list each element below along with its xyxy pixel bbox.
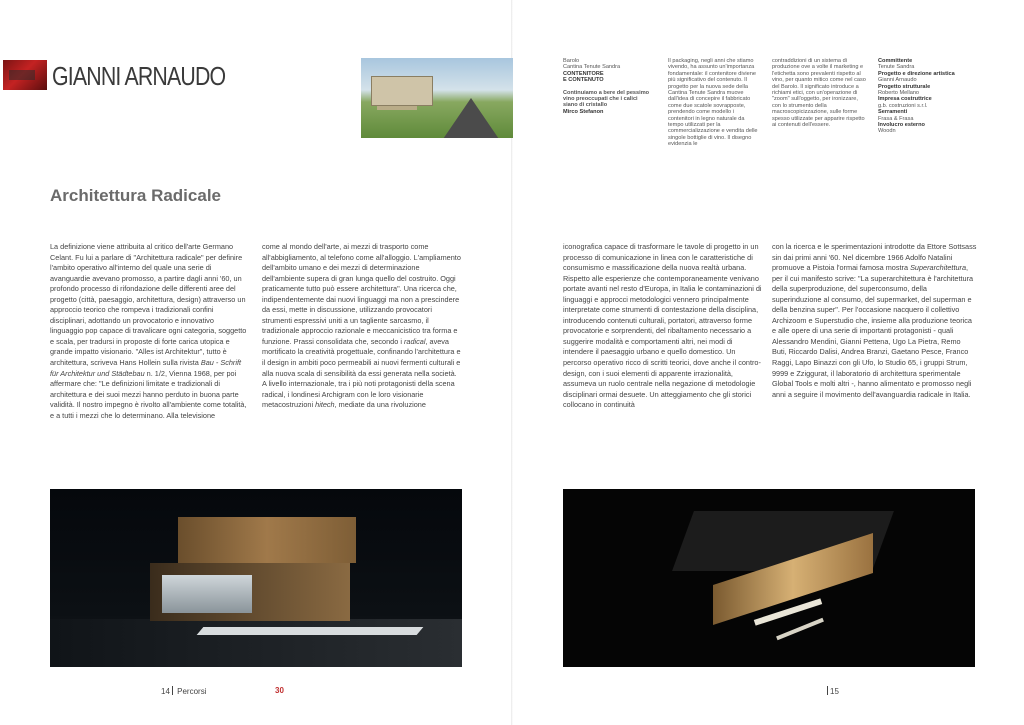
- credit-value: Tenute Sandra: [878, 64, 915, 71]
- body-column-2: [262, 242, 462, 411]
- credit-label: Progetto strutturale: [878, 83, 931, 90]
- body-text: , mediate da una rivoluzione: [334, 400, 426, 410]
- body-column-3: [563, 242, 763, 411]
- sidebar-byline: Mirco Stefanon: [563, 108, 604, 115]
- page-number: 15: [830, 687, 839, 696]
- credit-label: Serramenti: [878, 109, 908, 116]
- issue-number: 30: [275, 686, 284, 695]
- author-logo-image: [3, 60, 47, 90]
- body-column-1: [50, 242, 248, 421]
- credit-value: g.b. costruzioni s.r.l.: [878, 102, 928, 109]
- credit-value: Roberto Mellano: [878, 90, 920, 97]
- body-text: n. 1/2, Vienna 1968, per poi affermare che: "Le definizioni limitate e tradizionali di architettura e dei suoi mezzi hanno perduto in buona parte validità. Il nostro impegno è rivolto all'ambiente come totalità, e a tutti i mezzi che lo determinano. Alla televisione: [50, 368, 247, 420]
- body-text: iconografica capace di trasformare le tavole di progetto in un processo di comunicazione in linea con le caratteristiche di consumismo e massificazione della nuova realtà urbana. Rispetto alle esperienze che contemporaneamente venivano portate avanti nel resto d'Europa, in Italia le contaminazioni di linguaggi e approcci metodologici vennero principalmente interpretate come strumenti di contestazione della disciplina, introducendo contenuti culturali, portatori, attraverso forme provocatorie e sorprendenti, del ribaltamento necessario a suggerire modalità e comportamenti altri, nei modi di intendere il paesaggio urbano e quello domestico. Un percorso operativo ricco di scritti teorici, dove anche il contro-design, con i suoi elementi di apparente irrazionalità, assumeva un ruolo centrale nella negazione di metodologie disciplinari ormai desuete. Un atteggiamento che gli storici collocano in continuità: [563, 242, 762, 410]
- body-text: La definizione viene attribuita al critico dell'arte Germano Celant. Fu lui a parlare di "Architettura radicale" per definire l'ambito operativo all'interno del quale una serie di avanguardie avevano promosso, a partire dagli anni '60, un profondo processo di rifondazione delle differenti aree del progetto (città, paesaggio, architettura, design) attraverso un approccio teorico che rompeva i tradizionali confini disciplinari, adottando un provocatorio e innovativo linguaggio pop capace di travalicare ogni categoria, soggetto e scala, per tradursi in proposte di forte carica utopica e grande impatto visionario. "Alles ist Architektur", tutto è architettura, scriveva Hans Hollein sulla rivista: [50, 242, 247, 368]
- sidebar-intro: [563, 58, 653, 115]
- body-text: con la ricerca e le sperimentazioni introdotte da Ettore Sottsass sin dai primi anni '60. Nel dicembre 1966 Adolfo Natalini promuove a Pistoia l'ormai famosa mostra: [772, 242, 977, 273]
- sidebar-lead: Continuiamo a bere del pessimo vino preoccupati che i calici siano di cristallo: [563, 89, 650, 109]
- sidebar-text-1: Il packaging, negli anni che stiamo vivendo, ha assunto un'importanza fondamentale: il contenitore diviene più significativo del contenuto. Il progetto per la nuova sede della Cantina Tenute Sandra muove dall'idea di concepire il fabbricato come due scatole sovrapposte, prendendo come modello i contenitori in legno naturale da tempo utilizzati per la commercializzazione e vendita delle singole bottiglie di vino. Il disegno evidenzia le: [668, 58, 758, 148]
- credit-label: Committente: [878, 58, 913, 64]
- sidebar-heading-2: E CONTENUTO: [563, 77, 604, 84]
- right-page-folio: [825, 686, 839, 696]
- credit-value: Gianni Arnaudo: [878, 77, 917, 84]
- body-text-italic: Superarchitettura: [910, 263, 967, 273]
- body-column-4: [772, 242, 977, 400]
- body-text-italic: Bau - Schrift für Architektur und Städtebau: [50, 358, 242, 378]
- winery-aerial-night-photo: [563, 489, 975, 667]
- credit-value: Frasa & Frasa: [878, 115, 914, 122]
- sidebar-client: Cantina Tenute Sandra: [563, 64, 621, 71]
- credit-label: Progetto e direzione artistica: [878, 70, 955, 77]
- body-text-italic: hitech: [315, 400, 335, 410]
- body-text: , per il cui manifesto scrive: "La superarchitettura è l'architettura della superproduzione, del superconsumo, della superinduzione al consumo, del supermarket, del superman e della benzina super". Per l'occasione nacquero il collettivo Archizoom e Superstudio che, insieme alla produzione teorica e alle opere di una serie di importanti protagonisti - quali Alessandro Mendini, Gianni Pettena, Ugo La Pietra, Remo Buti, Riccardo Dalisi, Andrea Branzi, Gaetano Pesce, Franco Raggi, Lapo Binazzi con gli Ufo, lo Studio 65, i gruppi Strum, 9999 e Zziggurat, il laboratorio di architettura sperimentale Global Tools e molti altri -, hanno alimentato e promosso negli anni a seguire il movimento dell'avanguardia radicale in Italia.: [772, 263, 974, 399]
- winery-thumbnail-image: [361, 58, 513, 138]
- credit-label: Involucro esterno: [878, 122, 925, 129]
- credit-label: Impresa costruttrice: [878, 96, 932, 103]
- body-text-italic: radical: [403, 336, 426, 346]
- section-name: Percorsi: [177, 687, 207, 696]
- author-name: GIANNI ARNAUDO: [52, 61, 226, 91]
- body-text: come al mondo dell'arte, ai mezzi di trasporto come all'abbigliamento, al telefono come all'alloggio. L'ampliamento dell'ambito umano e dei mezzi di determinazione dell'ambiente supera di gran lunga quello del costruito. Oggi praticamente tutto può essere architettura". Una ricerca che, indipendentemente dai nuovi linguaggi ma non a prescindere da essi, mette in discussione, utilizzando provocatori strumenti espressivi uniti a un tagliente sarcasmo, il tradizionale approccio razionale e meccanicistico tra forma e funzione. Prassi consolidata che, secondo i: [262, 242, 461, 346]
- page-number: 14: [161, 687, 170, 696]
- sidebar-heading-1: CONTENITORE: [563, 70, 604, 77]
- left-page-folio: [161, 686, 206, 696]
- winery-night-photo: [50, 489, 462, 667]
- sidebar-location: Barolo: [563, 58, 580, 64]
- body-text: , aveva mortificato la creatività progettuale, confinando l'architettura e il design in ambiti poco permeabili ai nuovi fermenti culturali e alla nuova scala di sensibilità da essi generata nella società. A livello internazionale, tra i più noti protagonisti della scena radical, i londinesi Archigram con le loro visionarie metacostruzioni: [262, 336, 461, 410]
- sidebar-text-2: contraddizioni di un sistema di produzione ove a volte il marketing e l'etichetta sono prevalenti rispetto al vino, per quanto mitico come nel caso del Barolo. Il significato introduce a richiami etici, con un'operazione di "zoom" sull'oggetto, per ironizzare, con lo strumento della macroscopicizzazione, sulle forme spesso utilizzate per apparire rispetto ai contenuti dell'essere.: [772, 58, 866, 129]
- article-title: Architettura Radicale: [50, 186, 221, 205]
- credit-value: Woodn: [878, 128, 896, 135]
- project-credits: [878, 58, 978, 135]
